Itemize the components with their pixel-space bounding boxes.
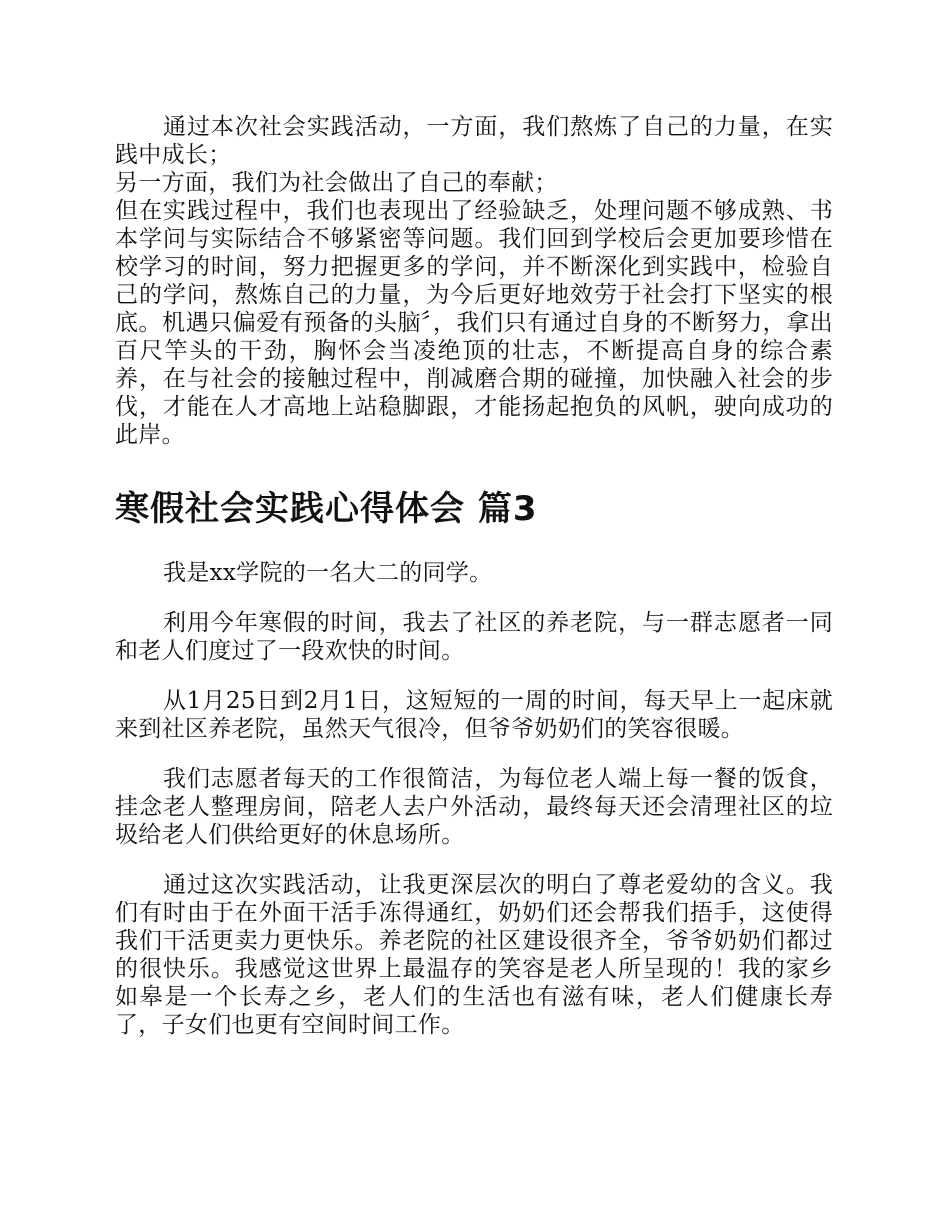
paragraph-contribution: 另一方面，我们为社会做出了自己的奉献； <box>115 170 558 196</box>
document-page <box>115 113 833 1039</box>
paragraph-volunteer-work: 我们志愿者每天的工作很简洁，为每位老人端上每一餐的饭食，挂念老人整理房间，陪老人去户外活动，最终每天还会清理社区的垃圾给老人们供给更好的休息场所。 <box>115 766 833 848</box>
section-heading-3: 寒假社会实践心得体会 篇3 <box>115 489 538 529</box>
paragraph-nursing-home: 利用今年寒假的时间，我去了社区的养老院，与一群志愿者一同和老人们度过了一段欢快的时间。 <box>115 610 833 664</box>
paragraph-reflection: 通过这次实践活动，让我更深层次的明白了尊老爱幼的含义。我们有时由于在外面干活手冻得通红，奶奶们还会帮我们捂手，这使得我们干活更卖力更快乐。养老院的社区建设很齐全，爷爷奶奶们都过的很快乐。我感觉这世界上最温存的笑容是老人所呈现的！我的家乡如皋是一个长寿之乡，老人们的生活也有滋有味，老人们健康长寿了，子女们也更有空间时间工作。 <box>115 872 833 1038</box>
paragraph-intro: 我是xx学院的一名大二的同学。 <box>163 560 493 586</box>
paragraph-practice-summary: 通过本次社会实践活动，一方面，我们熬炼了自己的力量，在实践中成长； <box>115 114 833 168</box>
paragraph-shortcomings: 但在实践过程中，我们也表现出了经验缺乏，处理问题不够成熟、书本学问与实际结合不够紧密等问题。我们回到学校后会更加要珍惜在校学习的时间，努力把握更多的学问，并不断深化到实践中，检验自己的学问，熬炼自己的力量，为今后更好地效劳于社会打下坚实的根底。机遇只偏爱有预备的头脑〞，我们只有通过自身的不断努力，拿出百尺竿头的干劲，胸怀会当凌绝顶的壮志，不断提高自身的综合素养，在与社会的接触过程中，削减磨合期的碰撞，加快融入社会的步伐，才能在人才高地上站稳脚跟，才能扬起抱负的风帆，驶向成功的此岸。 <box>115 198 833 448</box>
paragraph-dates: 从1月25日到2月1日，这短短的一周的时间，每天早上一起床就来到社区养老院，虽然天气很冷，但爷爷奶奶们的笑容很暖。 <box>115 688 833 742</box>
